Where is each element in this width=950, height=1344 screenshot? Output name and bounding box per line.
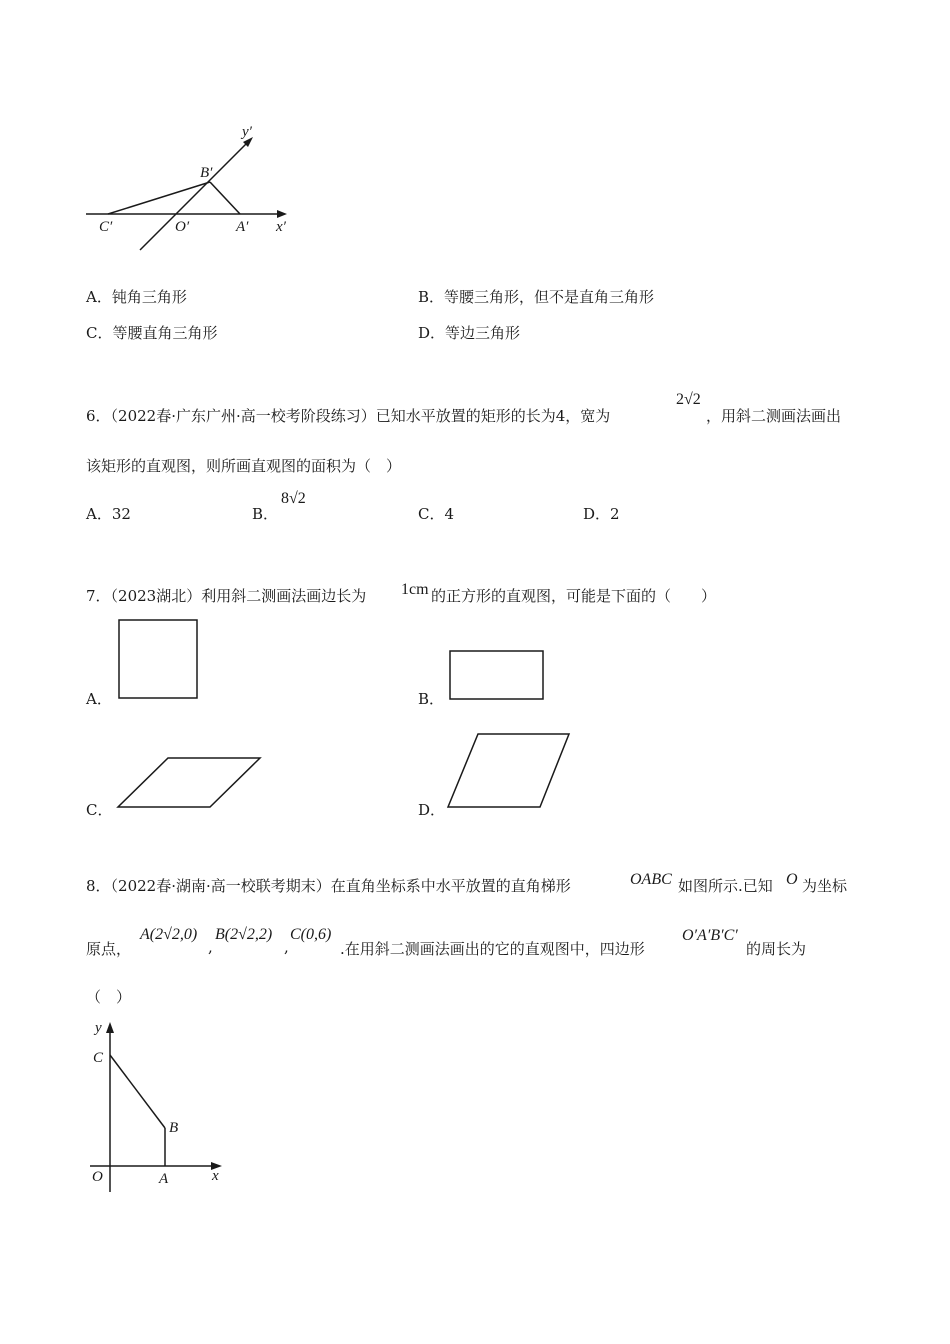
q8-shape: OABC <box>630 871 672 888</box>
q8-answer-blank: （ ） <box>86 988 132 1006</box>
q5-option-b[interactable]: B．等腰三角形，但不是直角三角形 <box>418 288 655 306</box>
q7-option-a[interactable]: A． <box>86 690 112 708</box>
q8-y-arrow <box>106 1022 114 1033</box>
q8-stem-part3: 为坐标 <box>802 877 848 895</box>
q6-option-d[interactable]: D．2 <box>583 505 620 523</box>
q5-label-b: B′ <box>200 165 213 181</box>
q6-stem-part1: 6．（2022春·广东广州·高一校考阶段练习）已知水平放置的矩形的长为4，宽为 <box>86 407 611 425</box>
q6-option-b-label[interactable]: B． <box>252 505 279 523</box>
q8-label-a: A <box>159 1171 169 1187</box>
q7-stem-part1: 7．（2023湖北）利用斜二测画法画边长为 <box>86 587 367 605</box>
q8-stem-part2: 如图所示.已知 <box>678 877 773 895</box>
q6-option-a[interactable]: A．32 <box>86 505 131 523</box>
q6-option-c[interactable]: C．4 <box>418 505 455 523</box>
q8-comma-1: , <box>208 938 213 956</box>
q8-edge-cb <box>110 1055 165 1128</box>
q8-origin: O <box>786 871 798 888</box>
q8-label-o: O <box>92 1169 103 1185</box>
q8-label-y: y <box>95 1020 102 1036</box>
q6-width-expr: 2√2 <box>676 391 701 408</box>
q5-option-a[interactable]: A．钝角三角形 <box>86 288 187 306</box>
q5-label-o: O′ <box>175 219 190 235</box>
q8-line2-suffix: 的周长为 <box>746 940 807 958</box>
q8-label-b: B <box>169 1120 179 1136</box>
q8-line2-mid: .在用斜二测画法画出的它的直观图中，四边形 <box>340 940 645 958</box>
q6-stem-line2: 该矩形的直观图，则所画直观图的面积为（ ） <box>86 457 402 475</box>
q8-label-c: C <box>93 1050 104 1066</box>
q5-option-d[interactable]: D．等边三角形 <box>418 324 521 342</box>
q8-point-b: B(2√2,2) <box>215 926 273 943</box>
q8-stem-part1: 8．（2022春·湖南·高一校联考期末）在直角坐标系中水平放置的直角梯形 <box>86 877 571 895</box>
q5-label-y: y′ <box>242 124 252 140</box>
q7-option-c[interactable]: C． <box>86 801 113 819</box>
q6-option-b-value: 8√2 <box>281 490 306 507</box>
q8-label-x: x <box>212 1168 219 1184</box>
q5-label-c: C′ <box>99 219 113 235</box>
q7-stem-part2: 的正方形的直观图，可能是下面的（ ） <box>431 587 717 605</box>
q8-line2-prefix: 原点， <box>86 940 132 958</box>
q8-comma-2: , <box>284 938 289 956</box>
q5-option-c[interactable]: C．等腰直角三角形 <box>86 324 218 342</box>
q8-point-c: C(0,6) <box>290 926 332 943</box>
q7-option-d[interactable]: D． <box>418 801 446 819</box>
q8-shape-prime: O′A′B′C′ <box>682 927 738 944</box>
q5-label-a: A′ <box>236 219 249 235</box>
q6-stem-part2: ，用斜二测画法画出 <box>706 407 842 425</box>
q7-option-b[interactable]: B． <box>418 690 445 708</box>
q8-point-a: A(2√2,0) <box>140 926 198 943</box>
q5-label-x: x′ <box>276 219 286 235</box>
q7-unit: 1cm <box>401 581 429 598</box>
